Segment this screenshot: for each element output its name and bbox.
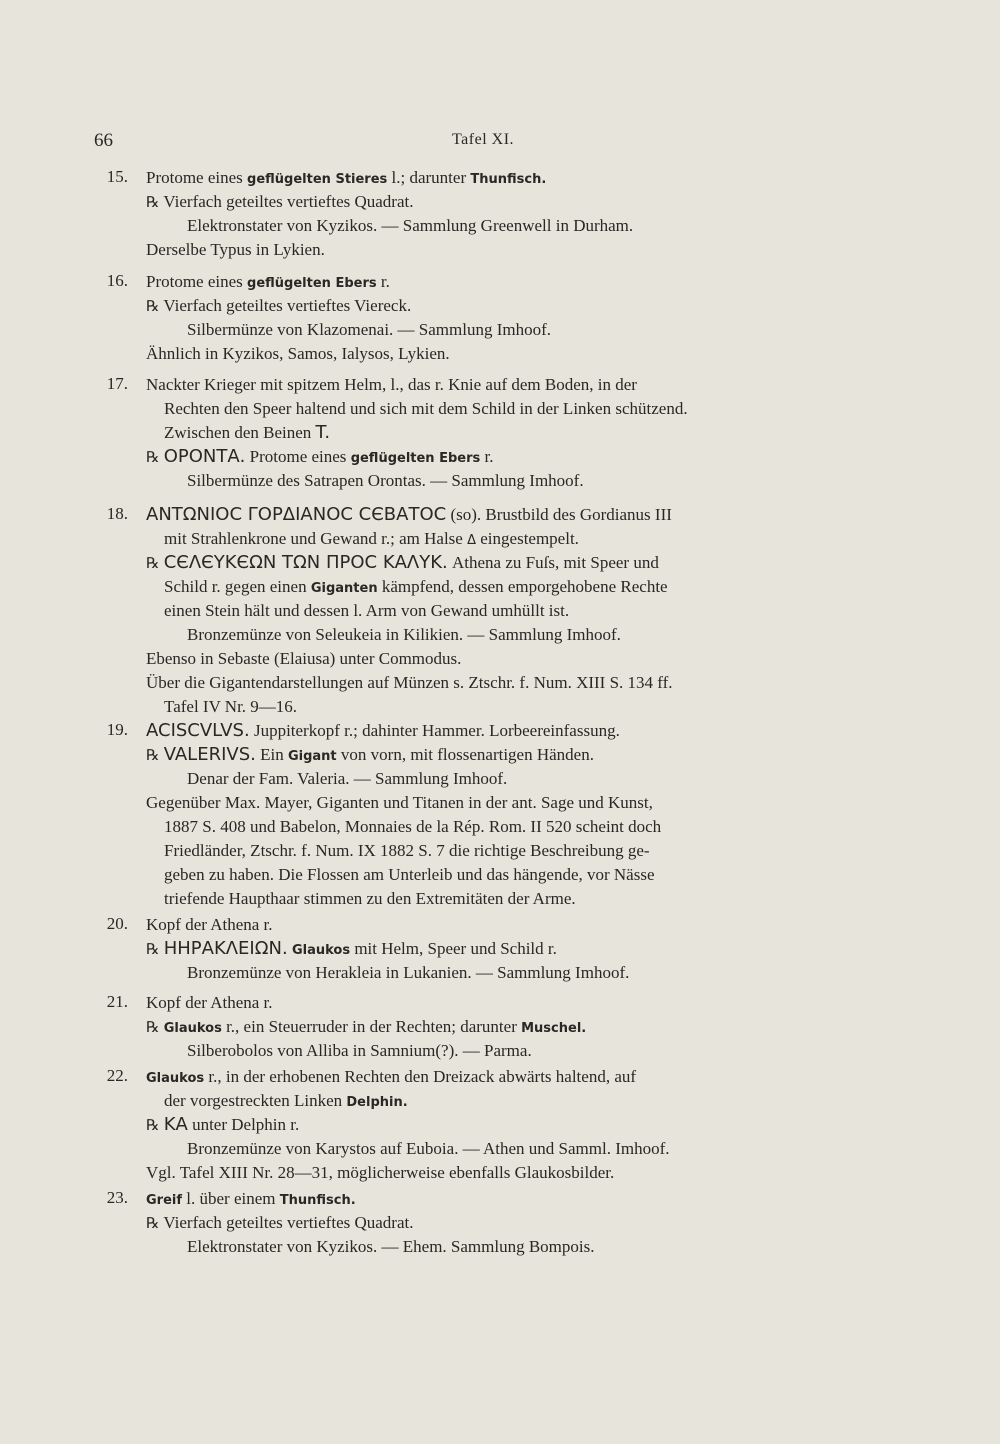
note-line: Ähnlich in Kyzikos, Samos, Ialysos, Lykien. (146, 344, 450, 363)
entry-number: 20. (106, 914, 128, 933)
obverse-line: Nackter Krieger mit spitzem Helm, l., das r. Knie auf dem Boden, in der (146, 375, 637, 394)
note-line: triefende Haupthaar stimmen zu den Extremitäten der Arme. (164, 889, 576, 908)
obverse-line: Glaukos r., in der erhobenen Rechten den Dreizack abwärts haltend, auf (146, 1067, 637, 1086)
reverse-symbol: ℞ (146, 746, 160, 764)
obverse-line: Rechten den Speer haltend und sich mit dem Schild in der Linken schützend. (164, 399, 688, 418)
note-line: 1887 S. 408 und Babelon, Monnaies de la Rép. Rom. II 520 scheint doch (164, 817, 662, 836)
note-line: Gegenüber Max. Mayer, Giganten und Titanen in der ant. Sage und Kunst, (146, 793, 653, 812)
obverse-line: Protome eines geflügelten Ebers r. (146, 272, 390, 291)
note-line: Über die Gigantendarstellungen auf Münzen s. Ztschr. f. Num. XIII S. 134 ff. (146, 673, 673, 692)
reverse-line: ℞ Vierfach geteiltes vertieftes Viereck. (146, 296, 412, 315)
entry-number: 17. (106, 374, 128, 393)
countermark-symbol: Δ (467, 533, 477, 548)
reverse-symbol: ℞ (146, 1116, 160, 1134)
reverse-line: ℞ VALERIVS. Ein Gigant von vorn, mit flossenartigen Händen. (146, 744, 594, 765)
note-line: Vgl. Tafel XIII Nr. 28—31, möglicherweise ebenfalls Glaukosbilder. (146, 1163, 615, 1182)
entry-number: 15. (106, 167, 128, 186)
entry-number: 18. (106, 504, 128, 523)
reverse-line: ℞ ΗΗΡΑΚΛΕΙΩΝ. Glaukos mit Helm, Speer und Schild r. (146, 938, 557, 959)
page-title: Tafel XI. (452, 131, 515, 148)
note-line: Tafel IV Nr. 9—16. (164, 697, 298, 716)
obverse-line: Kopf der Athena r. (146, 915, 273, 934)
note-line: Derselbe Typus in Lykien. (146, 240, 325, 259)
provenance-line: Silberobolos von Alliba in Samnium(?). — Parma. (187, 1041, 532, 1060)
reverse-symbol: ℞ (146, 193, 160, 211)
provenance-line: Silbermünze von Klazomenai. — Sammlung Imhoof. (187, 320, 552, 339)
reverse-line: ℞ ΚΑ unter Delphin r. (146, 1114, 300, 1135)
reverse-line: ℞ ϹЄΛЄΥΚЄΩΝ ΤΩΝ ΠΡΟϹ ΚΑΛΥΚ. Athena zu Fuſs, mit Speer und (146, 552, 659, 573)
reverse-line: ℞ Glaukos r., ein Steuerruder in der Rechten; darunter Muschel. (146, 1017, 587, 1036)
entry-number: 22. (106, 1066, 128, 1085)
obverse-line: Zwischen den Beinen T. (164, 422, 331, 443)
provenance-line: Elektronstater von Kyzikos. — Ehem. Sammlung Bompois. (187, 1237, 595, 1256)
reverse-line: Schild r. gegen einen Giganten kämpfend, dessen emporgehobene Rechte (164, 577, 668, 596)
entry-number: 19. (106, 720, 128, 739)
note-line: Ebenso in Sebaste (Elaiusa) unter Commodus. (146, 649, 462, 668)
entry-number: 16. (106, 271, 128, 290)
obverse-line: mit Strahlenkrone und Gewand r.; am Halse Δ eingestempelt. (164, 529, 579, 548)
reverse-line: ℞ Vierfach geteiltes vertieftes Quadrat. (146, 192, 414, 211)
reverse-symbol: ℞ (146, 554, 160, 572)
reverse-symbol: ℞ (146, 297, 160, 315)
obverse-line: Kopf der Athena r. (146, 993, 273, 1012)
entry-number: 23. (106, 1188, 128, 1207)
entry-number: 21. (106, 992, 128, 1011)
provenance-line: Silbermünze des Satrapen Orontas. — Sammlung Imhoof. (187, 471, 584, 490)
provenance-line: Bronzemünze von Karystos auf Euboia. — Athen und Samml. Imhoof. (187, 1139, 670, 1158)
obverse-line: ΑΝΤΩΝΙΟϹ ΓΟΡΔΙΑΝΟϹ ϹЄΒΑΤΟϹ (so). Brustbild des Gordianus III (146, 504, 672, 525)
page-number: 66 (94, 130, 113, 151)
obverse-line: Protome eines geflügelten Stieres l.; darunter Thunfisch. (146, 168, 547, 187)
note-line: Friedländer, Ztschr. f. Num. IX 1882 S. 7 die richtige Beschreibung ge- (164, 841, 650, 860)
reverse-symbol: ℞ (146, 448, 160, 466)
reverse-line: ℞ Vierfach geteiltes vertieftes Quadrat. (146, 1213, 414, 1232)
obverse-line: Greif l. über einem Thunfisch. (146, 1189, 356, 1208)
note-line: geben zu haben. Die Flossen am Unterleib und das hängende, vor Nässe (164, 865, 655, 884)
provenance-line: Elektronstater von Kyzikos. — Sammlung Greenwell in Durham. (187, 216, 634, 235)
reverse-symbol: ℞ (146, 1214, 160, 1232)
obverse-line: ACISCVLVS. Juppiterkopf r.; dahinter Hammer. Lorbeereinfassung. (146, 720, 620, 741)
reverse-line: ℞ ΟΡΟΝΤΑ. Protome eines geflügelten Ebers r. (146, 446, 494, 467)
reverse-line: einen Stein hält und dessen l. Arm von Gewand umhüllt ist. (164, 601, 570, 620)
provenance-line: Denar der Fam. Valeria. — Sammlung Imhoof. (187, 769, 508, 788)
provenance-line: Bronzemünze von Seleukeia in Kilikien. — Sammlung Imhoof. (187, 625, 621, 644)
obverse-line: der vorgestreckten Linken Delphin. (164, 1091, 408, 1110)
reverse-symbol: ℞ (146, 1018, 160, 1036)
provenance-line: Bronzemünze von Herakleia in Lukanien. — Sammlung Imhoof. (187, 963, 630, 982)
reverse-symbol: ℞ (146, 940, 160, 958)
